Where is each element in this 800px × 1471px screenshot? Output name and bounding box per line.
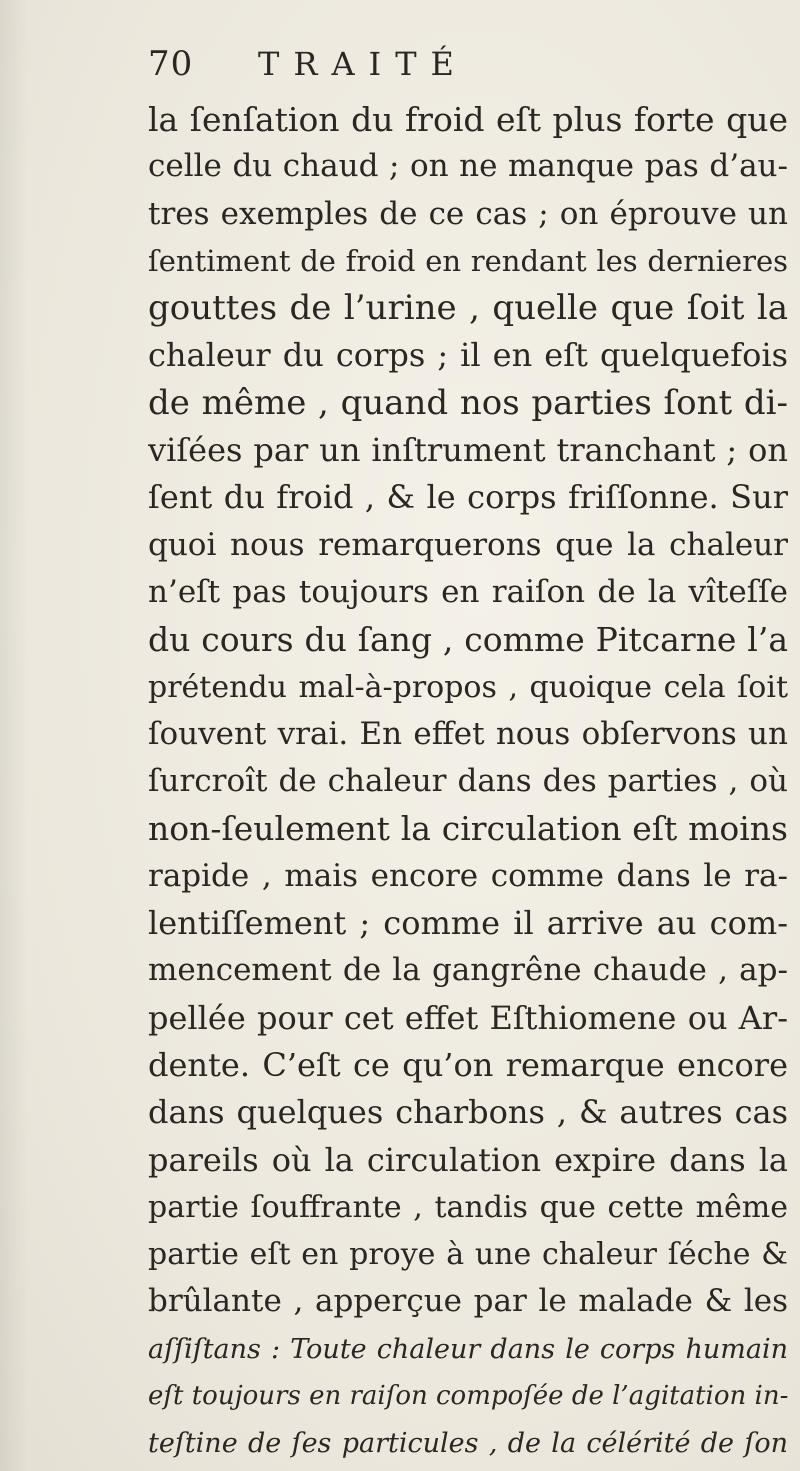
text-line: ſurcroît de chaleur dans des parties , où (148, 763, 788, 800)
text-line: rapide , mais encore comme dans le ra- (148, 857, 788, 894)
text-line: dente. C’eſt ce qu’on remarque encore (148, 1045, 788, 1084)
text-line: ſentiment de froid en rendant les dernieres (148, 243, 788, 278)
text-line: aſſiſtans : Toute chaleur dans le corps humain (148, 1333, 788, 1365)
text-line: lentiſſement ; comme il arrive au com- (148, 904, 788, 943)
text-line: celle du chaud ; on ne manque pas d’au- (148, 148, 788, 185)
text-line: ſouvent vrai. En effet nous obſervons un (148, 715, 788, 752)
running-title: TRAITÉ (258, 45, 468, 83)
page-gutter-shadow (0, 0, 28, 1471)
text-line: prétendu mal-à-propos , quoique cela ſoit (148, 669, 788, 705)
text-line: la ſenſation du froid eſt plus forte que (148, 100, 788, 139)
body-text (148, 96, 788, 1468)
text-line: gouttes de l’urine , quelle que ſoit la (148, 288, 788, 329)
page-number: 70 (148, 44, 194, 84)
text-line: viſées par un inſtrument tranchant ; on (148, 431, 788, 470)
text-line: mencement de la gangrêne chaude , ap- (148, 952, 788, 989)
text-line: partie eſt en proye à une chaleur ſéche & (148, 1237, 788, 1273)
text-line: brûlante , apperçue par le malade & les (148, 1283, 788, 1320)
text-line: de même , quand nos parties ſont di- (148, 382, 788, 423)
text-line: n’eſt pas toujours en raiſon de la vîteſſe (148, 573, 788, 610)
text-line: tres exemples de ce cas ; on éprouve un (148, 195, 788, 232)
text-line: non-ſeulement la circulation eſt moins (148, 809, 788, 849)
running-head (148, 42, 788, 86)
text-line: ſent du froid , & le corps friſſonne. Sur (148, 478, 788, 517)
text-line: pellée pour cet effet Eſthiomene ou Ar- (148, 998, 788, 1037)
text-line: eſt toujours en raiſon compoſée de l’agitation in- (148, 1381, 788, 1412)
text-line: chaleur du corps ; il en eſt quelquefois (148, 336, 788, 375)
text-line: pareils où la circulation expire dans la (148, 1140, 788, 1179)
text-line: partie ſouffrante , tandis que cette même (148, 1189, 788, 1225)
text-line: quoi nous remarquerons que la chaleur (148, 526, 788, 563)
text-line: du cours du ſang , comme Pitcarne l’a (148, 620, 788, 660)
text-line: teſtine de ſes particules , de la célérité de ſon (148, 1428, 788, 1460)
text-line: dans quelques charbons , & autres cas (148, 1093, 788, 1132)
